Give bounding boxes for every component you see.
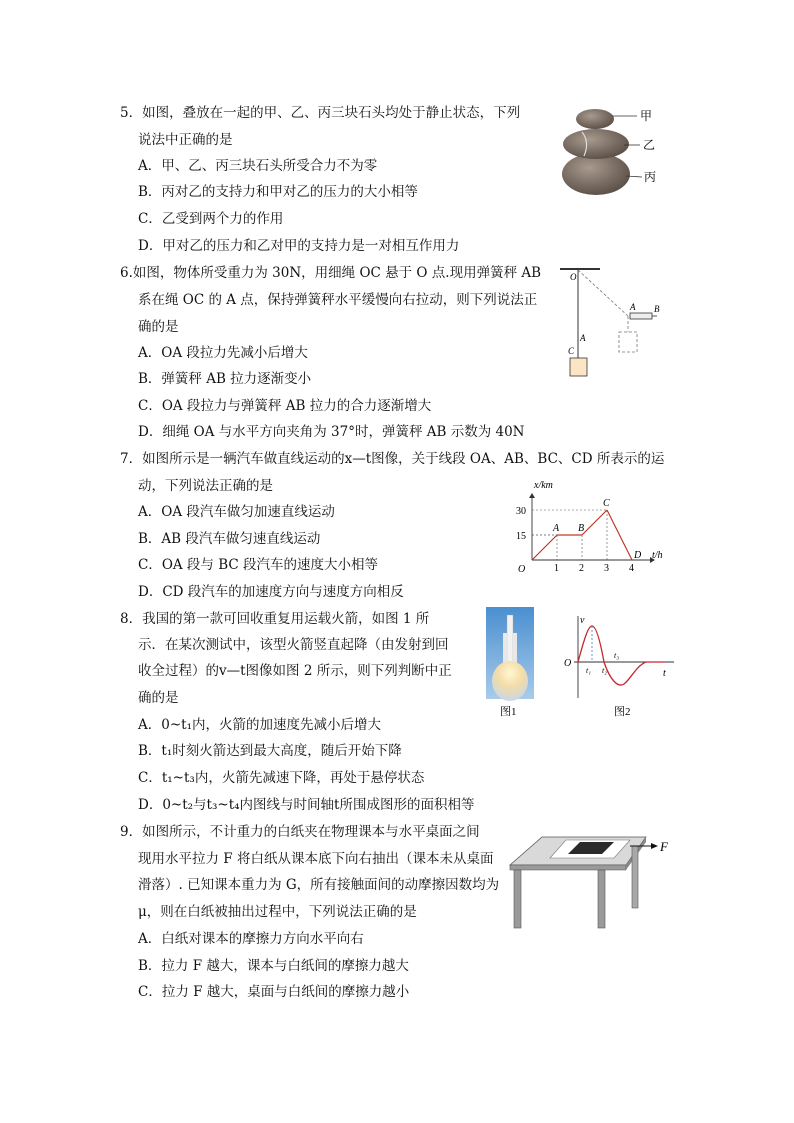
xt-chart bbox=[508, 478, 668, 574]
q5-option-d: D．甲对乙的压力和乙对甲的支持力是一对相互作用力 bbox=[138, 238, 460, 254]
q9-stem: 9．如图所示，不计重力的白纸夹在物理课本与水平桌面之间 bbox=[120, 824, 480, 840]
label-yi: 乙 bbox=[643, 138, 656, 152]
svg-text:t: t bbox=[663, 668, 666, 679]
q6-option-d: D．细绳 OA 与水平方向夹角为 37°时，弹簧秤 AB 示数为 40N bbox=[138, 424, 525, 440]
table-figure bbox=[506, 832, 676, 932]
point-label: D bbox=[634, 550, 642, 561]
q9-option-c: C．拉力 F 越大，桌面与白纸间的摩擦力越小 bbox=[138, 984, 410, 1000]
rocket-photo bbox=[486, 607, 534, 721]
svg-text:A: A bbox=[630, 302, 636, 312]
svg-text:t₂: t₂ bbox=[602, 666, 608, 675]
q9-option-b: B．拉力 F 越大，课本与白纸间的摩擦力越大 bbox=[138, 958, 409, 974]
q5-option-c: C．乙受到两个力的作用 bbox=[138, 211, 284, 227]
svg-text:t₁: t₁ bbox=[586, 666, 592, 675]
q8-stem: 收全过程）的v—t图像如图 2 所示，则下列判断中正 bbox=[138, 663, 452, 679]
q6-option-c: C．OA 段拉力与弹簧秤 AB 拉力的合力逐渐增大 bbox=[138, 398, 432, 414]
q8-stem: 8．我国的第一款可回收重复用运载火箭，如图 1 所 bbox=[120, 611, 430, 627]
q7-option-b: B．AB 段汽车做匀速直线运动 bbox=[138, 531, 321, 547]
fig2-caption: 图2 bbox=[614, 706, 631, 718]
svg-text:A: A bbox=[580, 333, 586, 343]
x-axis-label: t/h bbox=[652, 550, 663, 561]
series-segment bbox=[532, 535, 557, 560]
q8-option-a: A．0~t₁内，火箭的加速度先减小后增大 bbox=[138, 717, 381, 733]
x-tick-label: 4 bbox=[629, 563, 634, 574]
stone-bing bbox=[562, 153, 630, 195]
q6-stem: 确的是 bbox=[138, 319, 179, 335]
q5-stem: 5．如图，叠放在一起的甲、乙、丙三块石头均处于静止状态，下列 bbox=[120, 105, 521, 121]
vt-chart bbox=[556, 610, 676, 722]
q8-option-d: D．0~t₂与t₃~t₄内图线与时间轴t所围成图形的面积相等 bbox=[138, 797, 475, 813]
q6-option-b: B．弹簧秤 AB 拉力逐渐变小 bbox=[138, 371, 312, 387]
q7-option-c: C．OA 段与 BC 段汽车的速度大小相等 bbox=[138, 557, 379, 573]
q8-stem: 示．在某次测试中，该型火箭竖直起降（由发射到回 bbox=[138, 637, 449, 653]
q7-option-a: A．OA 段汽车做匀加速直线运动 bbox=[138, 504, 335, 520]
q9-stem: 滑落）. 已知课本重力为 G，所有接触面间的动摩擦因数均为 bbox=[138, 877, 500, 893]
x-tick-label: 2 bbox=[579, 563, 584, 574]
q7-option-d: D．CD 段汽车的加速度方向与速度方向相反 bbox=[138, 584, 404, 600]
svg-text:t₃: t₃ bbox=[614, 651, 620, 660]
svg-text:O: O bbox=[570, 272, 577, 282]
point-label: A bbox=[553, 523, 560, 534]
point-label: O bbox=[518, 564, 526, 574]
label-bing: 丙 bbox=[644, 170, 657, 184]
stone-yi bbox=[563, 129, 629, 159]
q8-option-c: C．t₁~t₃内，火箭先减速下降，再处于悬停状态 bbox=[138, 770, 425, 786]
q9-stem: 现用水平拉力 F 将白纸从课本底下向右抽出（课本未从桌面 bbox=[138, 851, 494, 867]
svg-text:C: C bbox=[568, 346, 575, 356]
q7-stem: 7．如图所示是一辆汽车做直线运动的x—t图像，关于线段 OA、AB、BC、CD 所表示的运 bbox=[120, 451, 665, 467]
force-label: F bbox=[660, 839, 668, 854]
q8-option-b: B．t₁时刻火箭达到最大高度，随后开始下降 bbox=[138, 743, 402, 759]
y-tick-label: 15 bbox=[516, 531, 526, 542]
q6-stem: 系在绳 OC 的 A 点，保持弹簧秤水平缓慢向右拉动，则下列说法正 bbox=[138, 292, 538, 308]
q8-stem: 确的是 bbox=[138, 690, 179, 706]
q5-option-a: A．甲、乙、丙三块石头所受合力不为零 bbox=[138, 158, 378, 174]
svg-text:B: B bbox=[654, 304, 660, 314]
x-tick-label: 1 bbox=[554, 563, 559, 574]
y-axis-label: x/km bbox=[534, 480, 553, 491]
q9-stem: μ，则在白纸被抽出过程中，下列说法正确的是 bbox=[138, 904, 417, 920]
fig1-caption: 图1 bbox=[500, 706, 517, 718]
q6-stem: 6.如图，物体所受重力为 30N，用细绳 OC 悬于 O 点.现用弹簧秤 AB bbox=[120, 265, 542, 281]
q9-option-a: A．白纸对课本的摩擦力方向水平向右 bbox=[138, 931, 364, 947]
q7-stem: 动，下列说法正确的是 bbox=[138, 478, 273, 494]
vt-curve bbox=[578, 626, 666, 685]
x-tick-label: 3 bbox=[604, 563, 609, 574]
y-axis-arrow bbox=[529, 493, 535, 498]
point-label: C bbox=[603, 498, 610, 509]
q5-option-b: B．丙对乙的支持力和甲对乙的压力的大小相等 bbox=[138, 184, 418, 200]
q5-stem: 说法中正确的是 bbox=[138, 132, 233, 148]
stone-jia bbox=[576, 109, 614, 129]
point-label: B bbox=[578, 523, 585, 534]
series-segment bbox=[607, 510, 632, 560]
stones-figure bbox=[552, 102, 662, 198]
pulley-figure bbox=[556, 264, 668, 384]
series-segment bbox=[582, 510, 607, 535]
label-jia: 甲 bbox=[640, 109, 653, 123]
svg-text:O: O bbox=[564, 658, 572, 669]
q6-option-a: A．OA 段拉力先减小后增大 bbox=[138, 345, 308, 361]
y-tick-label: 30 bbox=[516, 506, 526, 517]
svg-text:v: v bbox=[580, 615, 585, 626]
